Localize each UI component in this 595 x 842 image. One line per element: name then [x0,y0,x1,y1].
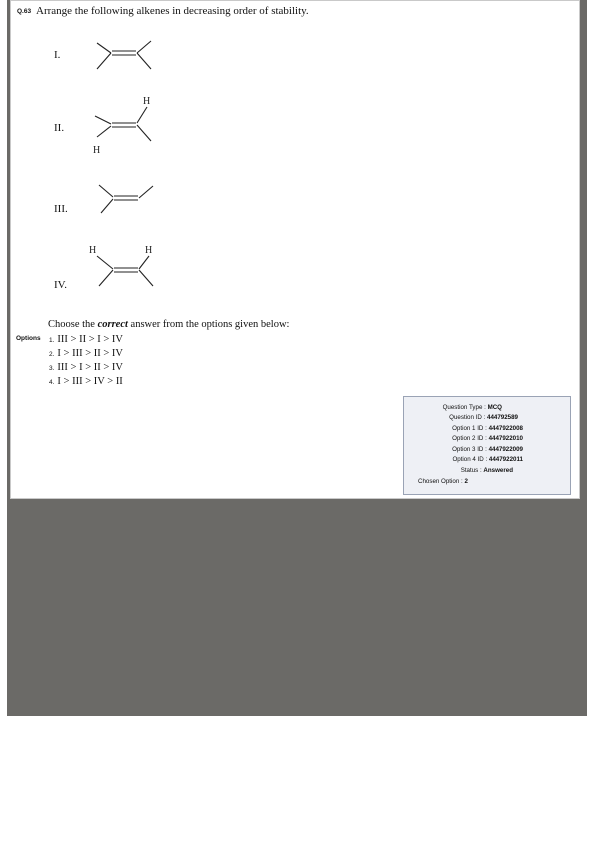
h-atom-top-left: H [89,245,97,256]
question-text: Arrange the following alkenes in decreasing order of stability. [36,5,309,17]
chosen-option-row: Chosen Option : 2 [418,478,468,485]
question-type-row: Question Type : MCQ [442,404,502,411]
h-atom-bottom: H [93,145,101,156]
structure-label-i: I. [54,49,61,61]
option-4[interactable]: 4. I > III > IV > II [49,376,123,387]
option3-id-row: Option 3 ID : 4447922009 [452,446,523,453]
structure-i-diagram [91,39,161,79]
status-row: Status : Answered [460,467,513,474]
instruction-text: Choose the correct answer from the options given below: [48,319,290,330]
structure-label-iv: IV. [54,279,67,291]
structure-label-ii: II. [54,122,65,134]
question-id-row: Question ID : 444792589 [449,414,518,421]
option1-id-row: Option 1 ID : 4447922008 [452,425,523,432]
h-atom-top: H [145,245,153,256]
structure-iv-diagram [87,241,167,296]
option-3[interactable]: 3. III > I > II > IV [49,362,123,373]
question-number: Q.63 [17,8,32,15]
structure-iii-diagram [95,181,165,221]
option4-id-row: Option 4 ID : 4447922011 [452,456,523,463]
structure-label-iii: III. [54,203,68,215]
question-panel [10,0,580,499]
options-label: Options [16,335,41,342]
option-2[interactable]: 2. I > III > II > IV [49,348,123,359]
option-1[interactable]: 1. III > II > I > IV [49,334,123,345]
h-atom-top: H [143,96,151,107]
question-meta-box [403,396,571,495]
structure-ii-diagram [83,95,163,155]
option2-id-row: Option 2 ID : 4447922010 [452,435,523,442]
